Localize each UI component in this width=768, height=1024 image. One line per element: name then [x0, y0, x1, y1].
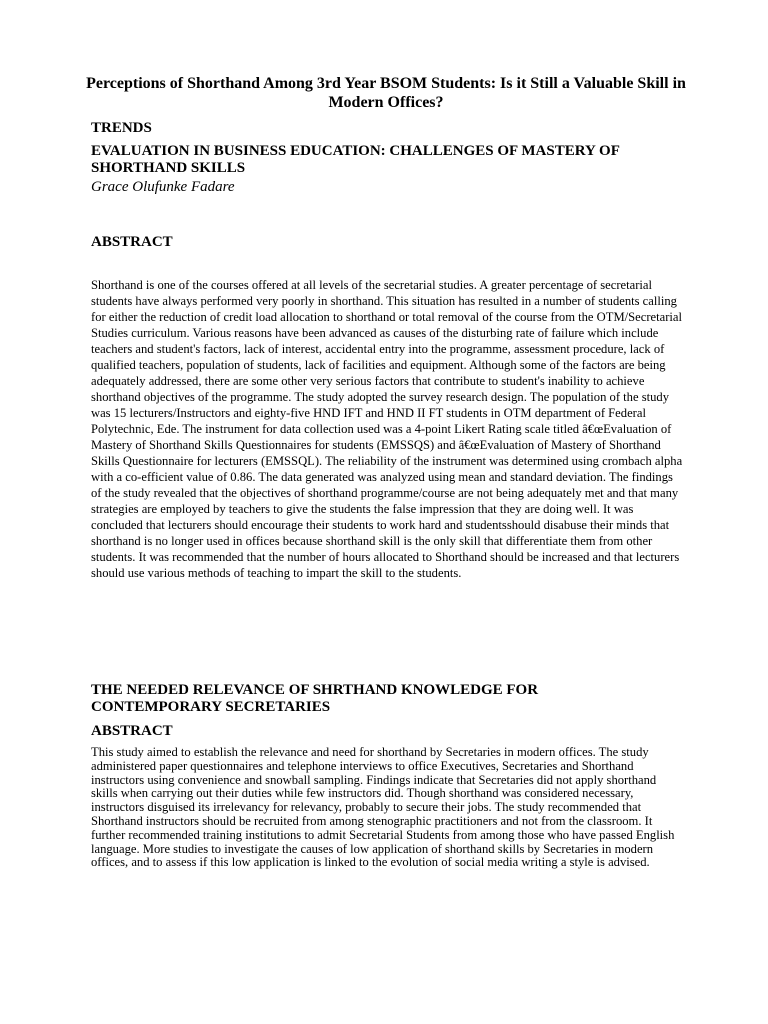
article1-abstract-text: Shorthand is one of the courses offered at all levels of the secretarial studies. A greater percentage of secretarial students have always performed very poorly in shorthand. This situation has resulted in a number of students calling for either the reduction of credit load allocation to shorthand or total removal of the course from the OTM/Secretarial Studies curriculum. Various reasons have been advanced as causes of the disturbing rate of failure which include teachers and student's factors, lack of interest, accidental entry into the programme, assessment procedure, lack of qualified teachers, population of students, lack of facilities and equipment. Although some of the factors are being adequately addressed, there are some other very serious factors that contribute to student's inability to achieve shorthand objectives of the programme. The study adopted the survey research design. The population of the study was 15 lecturers/Instructors and eighty-five HND IFT and HND II FT students in OTM department of Federal Polytechnic, Ede. The instrument for data collection used was a 4-point Likert Rating scale titled â€œEvaluation of Mastery of Shorthand Skills Questionnaires for students (EMSSQS) and â€œEvaluation of Mastery of Shorthand Skills Questionnaire for lecturers (EMSSQL). The reliability of the instrument was determined using crombach alpha with a co-efficient value of 0.86. The data generated was analyzed using mean and standard deviation. The findings of the study revealed that the objectives of shorthand programme/course are not being adequately met and that many strategies are employed by teachers to give the students the false impression that they are doing well. It was concluded that lecturers should encourage their students to work hard and studentsshould disabuse their minds that shorthand is no longer used in offices because shorthand skill is the only skill that differentiate them from other students. It was recommended that the number of hours allocated to Shorthand should be increased and that lecturers should use various methods of teaching to impart the skill to the students. [91, 278, 683, 580]
section-label-trends: TRENDS [91, 120, 152, 136]
article2-heading: THE NEEDED RELEVANCE OF SHRTHAND KNOWLEDGE FOR CONTEMPORARY SECRETARIES [91, 682, 539, 715]
article1-author: Grace Olufunke Fadare [91, 179, 235, 195]
article1-abstract-heading: ABSTRACT [91, 234, 173, 250]
article1-heading: EVALUATION IN BUSINESS EDUCATION: CHALLENGES OF MASTERY OF SHORTHAND SKILLS [91, 143, 620, 176]
article2-abstract-text: This study aimed to establish the relevance and need for shorthand by Secretaries in modern offices. The study administered paper questionnaires and telephone interviews to office Executives, Secretaries and Shorthand instructors using convenience and snowball sampling. Findings indicate that Secretaries did not apply shorthand skills when carrying out their duties while few instructors did. Though shorthand was considered necessary, instructors disguised its irrelevancy for relevancy, probably to secure their jobs. The study recommended that Shorthand instructors should be recruited from among stenographic practitioners and not from the classroom. It further recommended training institutions to admit Secretarial Students from among those who have passed English language. More studies to investigate the causes of low application of shorthand skills by Secretaries in modern offices, and to assess if this low application is linked to the evolution of social media writing a style is advised. [91, 745, 675, 870]
article2-abstract-heading: ABSTRACT [91, 723, 173, 739]
document-title: Perceptions of Shorthand Among 3rd Year BSOM Students: Is it Still a Valuable Skill in Modern Offices? [86, 75, 686, 111]
